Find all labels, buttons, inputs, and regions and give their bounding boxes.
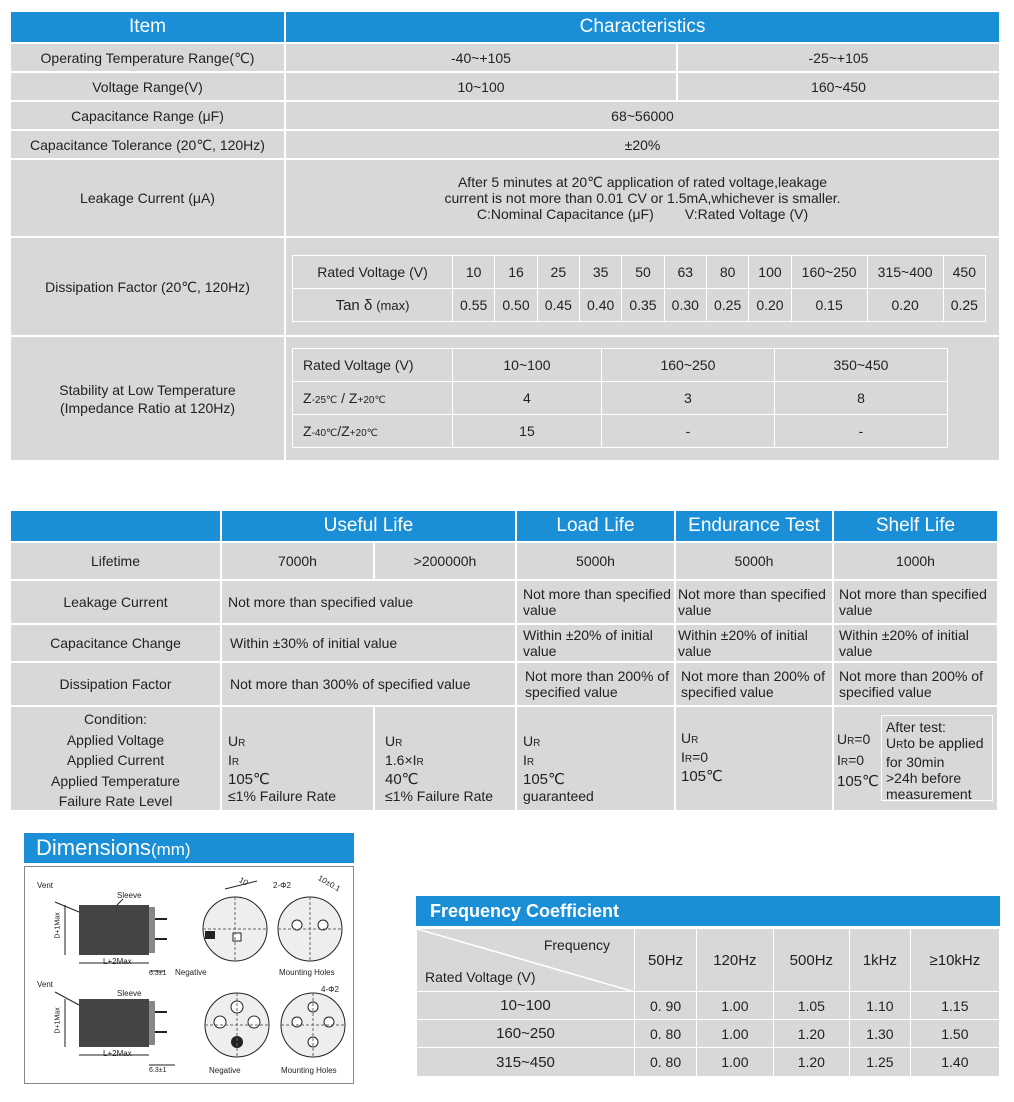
stab-col: 160~250 bbox=[601, 349, 774, 382]
stab-col: 10~100 bbox=[453, 349, 602, 382]
phi2-label: 2-Φ2 bbox=[273, 881, 291, 890]
stab-z25-val: 8 bbox=[774, 382, 947, 415]
freq-value: 1.10 bbox=[850, 992, 911, 1020]
shelf-note-box bbox=[881, 715, 993, 801]
cond-endurance: UR IR=0 105℃ bbox=[676, 707, 832, 810]
df-endurance: Not more than 200% of specified value bbox=[676, 663, 832, 705]
df-voltage: 315~400 bbox=[867, 256, 943, 289]
lifetime-shelf: 1000h bbox=[834, 543, 997, 579]
freq-value: 1.00 bbox=[697, 1048, 773, 1077]
df-tan: 0.30 bbox=[664, 289, 706, 322]
label-life-dissipation: Dissipation Factor bbox=[11, 663, 220, 705]
freq-col: 500Hz bbox=[773, 929, 849, 992]
freq-value: 1.25 bbox=[850, 1048, 911, 1077]
life-header-blank bbox=[11, 511, 220, 541]
stab-z40-val: - bbox=[774, 415, 947, 448]
freq-value: 1.00 bbox=[697, 1020, 773, 1048]
load-life-header: Load Life bbox=[517, 511, 674, 541]
freq-label: Frequency bbox=[543, 937, 610, 953]
capacitance-range: 68~56000 bbox=[286, 102, 999, 129]
cap-shelf: Within ±20% of initial value bbox=[834, 625, 997, 661]
freq-value: 0. 80 bbox=[635, 1020, 697, 1048]
item-header: Item bbox=[11, 12, 284, 42]
voltage-range-a: 10~100 bbox=[286, 73, 676, 100]
freq-value: 1.05 bbox=[773, 992, 849, 1020]
label-capacitance-change: Capacitance Change bbox=[11, 625, 220, 661]
operating-temp-a: -40~+105 bbox=[286, 44, 676, 71]
cond-label-1: Condition: bbox=[83, 711, 148, 727]
df-voltage: 80 bbox=[706, 256, 748, 289]
stab-rated-voltage-label: Rated Voltage (V) bbox=[293, 349, 453, 382]
dissipation-factor-cell bbox=[286, 238, 999, 335]
freq-row-voltage: 315~450 bbox=[417, 1048, 635, 1077]
df-voltage: 160~250 bbox=[791, 256, 867, 289]
useful-life-header: Useful Life bbox=[222, 511, 515, 541]
note-line-1: After test: bbox=[886, 719, 946, 735]
freq-col: 1kHz bbox=[850, 929, 911, 992]
label-capacitance-tolerance: Capacitance Tolerance (20℃, 120Hz) bbox=[11, 131, 284, 158]
label-dissipation-factor: Dissipation Factor (20℃, 120Hz) bbox=[11, 238, 284, 335]
tenpm-label: 10±0.1 bbox=[316, 873, 343, 894]
label-lifetime: Lifetime bbox=[11, 543, 220, 579]
df-tan: 0.15 bbox=[791, 289, 867, 322]
lifetime-useful-2: >200000h bbox=[375, 543, 515, 579]
stability-label-1: Stability at Low Temperature bbox=[59, 381, 236, 398]
cap-useful: Within ±30% of initial value bbox=[222, 625, 515, 661]
df-voltage: 50 bbox=[622, 256, 664, 289]
d63-label-bottom: 6.3±1 bbox=[149, 1067, 167, 1074]
sleeve-label-top: Sleeve bbox=[117, 891, 142, 900]
df-tan: 0.45 bbox=[537, 289, 579, 322]
negative-label-top: Negative bbox=[175, 968, 207, 977]
note-line-4: >24h before bbox=[886, 770, 962, 786]
freq-value: 1.20 bbox=[773, 1020, 849, 1048]
dmax-label-top: D+1Max bbox=[54, 912, 62, 939]
ten-label: 10 bbox=[237, 875, 250, 888]
stability-label-2: (Impedance Ratio at 120Hz) bbox=[59, 399, 236, 416]
df-tan: 0.40 bbox=[579, 289, 621, 322]
phi4-label: 4-Φ2 bbox=[321, 985, 339, 994]
df-voltage: 35 bbox=[579, 256, 621, 289]
stab-z40-val: - bbox=[601, 415, 774, 448]
df-voltage: 16 bbox=[495, 256, 537, 289]
dimensions-unit: (mm) bbox=[150, 840, 191, 859]
d63-label-top: 6.3±1 bbox=[149, 970, 167, 977]
frequency-table bbox=[416, 928, 1000, 1077]
dimensions-header bbox=[24, 833, 354, 863]
stab-z40-label: Z-40℃/Z+20℃ bbox=[293, 415, 453, 448]
stab-col: 350~450 bbox=[774, 349, 947, 382]
frequency-header: Frequency Coefficient bbox=[416, 896, 1000, 926]
sleeve-label-bottom: Sleeve bbox=[117, 989, 142, 998]
label-operating-temp: Operating Temperature Range(℃) bbox=[11, 44, 284, 71]
shelf-life-header: Shelf Life bbox=[834, 511, 997, 541]
stab-z40-val: 15 bbox=[453, 415, 602, 448]
freq-col: 120Hz bbox=[697, 929, 773, 992]
vent-label-top: Vent bbox=[37, 881, 54, 890]
label-condition bbox=[11, 707, 220, 810]
label-capacitance-range: Capacitance Range (μF) bbox=[11, 102, 284, 129]
freq-value: 0. 80 bbox=[635, 1048, 697, 1077]
stab-z25-val: 3 bbox=[601, 382, 774, 415]
df-tan: 0.25 bbox=[706, 289, 748, 322]
df-tan: 0.20 bbox=[867, 289, 943, 322]
endurance-test-header: Endurance Test bbox=[676, 511, 832, 541]
df-useful: Not more than 300% of specified value bbox=[222, 663, 515, 705]
lifetime-endurance: 5000h bbox=[676, 543, 832, 579]
leak-endurance: Not more than specified value bbox=[676, 581, 832, 623]
lmax-label-top: L+2Max bbox=[103, 957, 132, 966]
df-load: Not more than 200% of specified value bbox=[517, 663, 674, 705]
lifetime-useful-1: 7000h bbox=[222, 543, 373, 579]
cond-useful-2: UR 1.6×IR 40℃ ≤1% Failure Rate bbox=[375, 707, 515, 810]
freq-value: 0. 90 bbox=[635, 992, 697, 1020]
freq-value: 1.20 bbox=[773, 1048, 849, 1077]
characteristics-header: Characteristics bbox=[286, 12, 999, 42]
lmax-label-bottom: L+2Max bbox=[103, 1049, 132, 1058]
operating-temp-b: -25~+105 bbox=[678, 44, 999, 71]
lifetime-load: 5000h bbox=[517, 543, 674, 579]
voltage-range-b: 160~450 bbox=[678, 73, 999, 100]
note-line-3: for 30min bbox=[886, 754, 945, 770]
capacitance-tolerance: ±20% bbox=[286, 131, 999, 158]
label-leakage-current: Leakage Current (μA) bbox=[11, 160, 284, 236]
dimensions-title: Dimensions bbox=[36, 835, 151, 860]
freq-value: 1.40 bbox=[910, 1048, 999, 1077]
cond-label-5: Failure Rate Level bbox=[58, 793, 173, 809]
freq-col: ≥10kHz bbox=[910, 929, 999, 992]
freq-rv-label: Rated Voltage (V) bbox=[425, 969, 536, 985]
freq-col: 50Hz bbox=[635, 929, 697, 992]
leakage-line-3: C:Nominal Capacitance (μF) V:Rated Voltage (V) bbox=[476, 206, 809, 222]
df-tan: 0.50 bbox=[495, 289, 537, 322]
leakage-line-1: After 5 minutes at 20℃ application of rated voltage,leakage bbox=[457, 174, 828, 190]
df-tan-label: Tan δ (max) bbox=[293, 289, 453, 322]
df-rated-voltage-label: Rated Voltage (V) bbox=[293, 256, 453, 289]
cap-load: Within ±20% of initial value bbox=[517, 625, 674, 661]
df-voltage: 63 bbox=[664, 256, 706, 289]
leak-shelf: Not more than specified value bbox=[834, 581, 997, 623]
frequency-table-bg bbox=[416, 928, 1000, 1076]
cond-label-3: Applied Current bbox=[66, 752, 165, 768]
label-life-leakage: Leakage Current bbox=[11, 581, 220, 623]
freq-value: 1.15 bbox=[910, 992, 999, 1020]
vent-label-bottom: Vent bbox=[37, 980, 54, 989]
leak-useful: Not more than specified value bbox=[222, 581, 515, 623]
freq-row-voltage: 160~250 bbox=[417, 1020, 635, 1048]
stab-z25-val: 4 bbox=[453, 382, 602, 415]
df-tan: 0.55 bbox=[453, 289, 495, 322]
freq-row-voltage: 10~100 bbox=[417, 992, 635, 1020]
stability-cell bbox=[286, 337, 999, 460]
df-tan: 0.35 bbox=[622, 289, 664, 322]
cond-shelf-values: UR=0 IR=0 105℃ bbox=[837, 731, 879, 790]
cond-useful-1: UR IR 105℃ ≤1% Failure Rate bbox=[222, 707, 373, 810]
dissipation-factor-table bbox=[292, 255, 986, 322]
cond-load: UR IR 105℃ guaranteed bbox=[517, 707, 674, 810]
note-line-2: URto be applied bbox=[886, 735, 984, 751]
cap-endurance: Within ±20% of initial value bbox=[676, 625, 832, 661]
leakage-line-2: current is not more than 0.01 CV or 1.5mA,whichever is smaller. bbox=[444, 190, 841, 206]
df-tan: 0.20 bbox=[749, 289, 791, 322]
dmax-label-bottom: D+1Max bbox=[54, 1007, 62, 1034]
dimensions-drawing bbox=[24, 866, 354, 1084]
df-voltage: 10 bbox=[453, 256, 495, 289]
freq-corner bbox=[417, 929, 635, 992]
label-voltage-range: Voltage Range(V) bbox=[11, 73, 284, 100]
label-stability bbox=[11, 337, 284, 460]
freq-value: 1.00 bbox=[697, 992, 773, 1020]
mounting-label-bottom: Mounting Holes bbox=[281, 1066, 337, 1075]
df-voltage: 25 bbox=[537, 256, 579, 289]
capacitor-body-top bbox=[79, 905, 149, 955]
freq-value: 1.50 bbox=[910, 1020, 999, 1048]
freq-value: 1.30 bbox=[850, 1020, 911, 1048]
df-tan: 0.25 bbox=[943, 289, 985, 322]
stability-table bbox=[292, 348, 948, 448]
cond-label-4: Applied Temperature bbox=[51, 772, 180, 789]
stab-z25-label: Z-25℃ / Z+20℃ bbox=[293, 382, 453, 415]
cond-label-2: Applied Voltage bbox=[66, 731, 165, 748]
note-line-5: measurement bbox=[886, 786, 972, 802]
df-shelf: Not more than 200% of specified value bbox=[834, 663, 997, 705]
negative-label-bottom: Negative bbox=[209, 1066, 241, 1075]
df-voltage: 450 bbox=[943, 256, 985, 289]
mounting-label-top: Mounting Holes bbox=[279, 968, 335, 977]
cond-shelf bbox=[834, 707, 997, 810]
leakage-description bbox=[286, 160, 999, 236]
df-voltage: 100 bbox=[749, 256, 791, 289]
leak-load: Not more than specified value bbox=[517, 581, 674, 623]
